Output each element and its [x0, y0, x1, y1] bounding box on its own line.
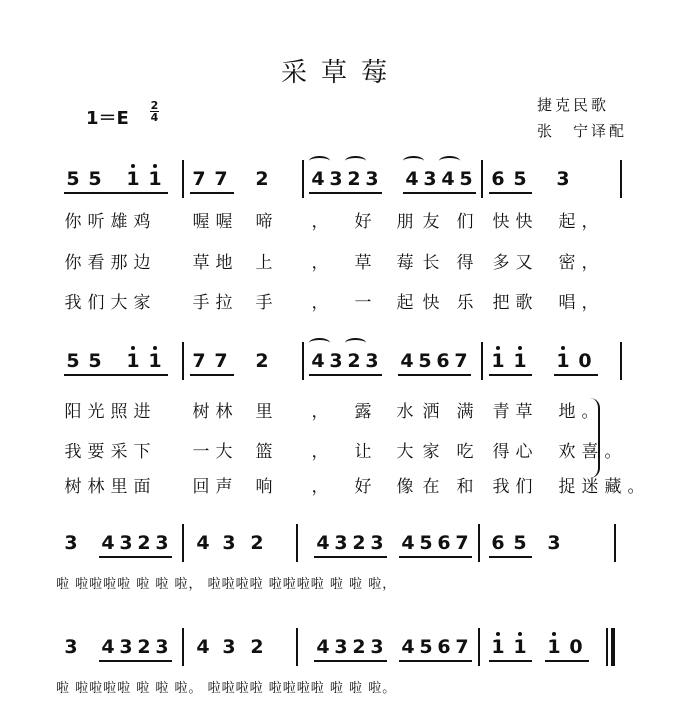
- beam: [314, 556, 387, 558]
- lyric-char: 光: [87, 402, 105, 422]
- note: 5: [419, 532, 433, 554]
- lyric-char: 手: [255, 293, 273, 313]
- lyric-char: 啼: [255, 212, 273, 232]
- lyric-char: 草: [354, 253, 372, 273]
- lyric-char: 迷: [581, 477, 599, 497]
- lyric-char: 水: [396, 402, 414, 422]
- note: 7: [192, 168, 206, 190]
- note: 4: [400, 350, 414, 372]
- octave-dot: [131, 164, 135, 168]
- lyric-char: 拉: [215, 293, 233, 313]
- note: 3: [365, 350, 379, 372]
- note: 1: [487, 636, 509, 658]
- lyric-char: 林: [87, 477, 105, 497]
- lyric-char: 进: [133, 402, 151, 422]
- slur: [345, 338, 366, 348]
- note: 0: [578, 350, 592, 372]
- note: 7: [455, 532, 469, 554]
- lyric-char: 起: [396, 293, 414, 313]
- repeat-brace: [590, 398, 600, 478]
- lyric-char: 大: [110, 293, 128, 313]
- beam: [489, 374, 532, 376]
- slur: [439, 156, 460, 166]
- beam: [190, 374, 234, 376]
- note: 2: [250, 636, 264, 658]
- note: 1: [144, 350, 166, 372]
- lyric-char: 们: [87, 293, 105, 313]
- octave-dot: [552, 632, 556, 636]
- beam: [545, 660, 589, 662]
- note: 6: [437, 636, 451, 658]
- note: 4: [196, 636, 210, 658]
- lyric-char: 歌: [515, 293, 533, 313]
- music-system-3: [0, 532, 682, 562]
- note: 3: [155, 636, 169, 658]
- lyric-line: 啦 啦啦啦啦 啦 啦 啦， 啦啦啦啦 啦啦啦啦 啦 啦 啦，: [56, 577, 397, 592]
- lyric-char: 捉: [558, 477, 576, 497]
- lyric-char: 我: [492, 477, 510, 497]
- note: 6: [491, 168, 505, 190]
- note: 2: [347, 168, 361, 190]
- note: 4: [101, 532, 115, 554]
- note: 1: [122, 168, 144, 190]
- lyric-char: 雄: [110, 212, 128, 232]
- lyric-char: 朋: [396, 212, 414, 232]
- lyric-char: 边: [133, 253, 151, 273]
- lyric-char: 快: [422, 293, 440, 313]
- octave-dot: [153, 346, 157, 350]
- key-signature: 1＝E: [86, 108, 129, 129]
- note: 2: [352, 532, 366, 554]
- lyric-char: 下: [133, 442, 151, 462]
- note: 3: [365, 168, 379, 190]
- lyric-char: ，: [581, 293, 599, 313]
- final-bar-line: [611, 628, 615, 666]
- lyric-char: 树: [192, 402, 210, 422]
- lyric-char: 密: [558, 253, 576, 273]
- lyric-char: 。: [627, 477, 645, 497]
- lyric-char: 树: [64, 477, 82, 497]
- note: 5: [418, 350, 432, 372]
- note: 4: [196, 532, 210, 554]
- lyric-char: 唱: [558, 293, 576, 313]
- lyric-char: 乐: [456, 293, 474, 313]
- bar-line: [481, 342, 483, 380]
- lyric-char: 满: [456, 402, 474, 422]
- lyric-char: 们: [515, 477, 533, 497]
- lyric-char: 露: [354, 402, 372, 422]
- bar-line: [606, 628, 608, 666]
- note: 6: [436, 350, 450, 372]
- lyric-char: 看: [87, 253, 105, 273]
- credit-translator: 张 宁译配: [537, 122, 628, 140]
- lyric-char: 喔: [215, 212, 233, 232]
- note: 3: [64, 636, 78, 658]
- note: 7: [192, 350, 206, 372]
- lyric-char: 篮: [255, 442, 273, 462]
- beam: [309, 192, 382, 194]
- lyric-char: 林: [215, 402, 233, 422]
- lyric-char: 面: [133, 477, 151, 497]
- lyric-char: 多: [492, 253, 510, 273]
- song-title: 采草莓: [280, 58, 401, 88]
- note: 1: [509, 636, 531, 658]
- octave-dot: [496, 346, 500, 350]
- lyric-char: 那: [110, 253, 128, 273]
- note: 2: [255, 350, 269, 372]
- note: 3: [556, 168, 570, 190]
- lyric-char: 大: [396, 442, 414, 462]
- note: 7: [214, 350, 228, 372]
- note: 1: [552, 350, 574, 372]
- lyric-char: ，: [311, 253, 329, 273]
- octave-dot: [518, 346, 522, 350]
- note: 4: [316, 636, 330, 658]
- lyric-char: 像: [396, 477, 414, 497]
- note: 2: [352, 636, 366, 658]
- lyric-char: 家: [133, 293, 151, 313]
- lyric-char: 们: [456, 212, 474, 232]
- beam: [314, 660, 387, 662]
- lyric-char: 家: [422, 442, 440, 462]
- music-system-1: [0, 168, 682, 198]
- note: 3: [370, 532, 384, 554]
- note: 4: [311, 168, 325, 190]
- lyric-char: ，: [311, 442, 329, 462]
- lyric-line: 啦 啦啦啦啦 啦 啦 啦。 啦啦啦啦 啦啦啦啦 啦 啦 啦。: [56, 681, 397, 696]
- note: 2: [255, 168, 269, 190]
- lyric-char: 要: [87, 442, 105, 462]
- note: 1: [543, 636, 565, 658]
- lyric-char: 快: [515, 212, 533, 232]
- beam: [398, 374, 471, 376]
- lyric-char: 好: [354, 477, 372, 497]
- lyric-char: 响: [255, 477, 273, 497]
- lyric-char: 声: [215, 477, 233, 497]
- note: 5: [419, 636, 433, 658]
- bar-line: [296, 524, 298, 562]
- lyric-char: 地: [215, 253, 233, 273]
- lyric-char: 里: [255, 402, 273, 422]
- lyric-char: 。: [604, 442, 622, 462]
- lyric-char: 地: [558, 402, 576, 422]
- note: 0: [569, 636, 583, 658]
- note: 7: [454, 350, 468, 372]
- lyric-char: 草: [192, 253, 210, 273]
- note: 4: [101, 636, 115, 658]
- time-sig-top: 2: [150, 99, 159, 112]
- octave-dot: [518, 632, 522, 636]
- beam: [309, 374, 382, 376]
- lyric-char: 得: [492, 442, 510, 462]
- note: 3: [119, 532, 133, 554]
- note: 1: [122, 350, 144, 372]
- lyric-char: 心: [515, 442, 533, 462]
- slur: [403, 156, 424, 166]
- lyric-char: 我: [64, 442, 82, 462]
- lyric-char: 长: [422, 253, 440, 273]
- lyric-char: 上: [255, 253, 273, 273]
- note: 2: [137, 532, 151, 554]
- beam: [64, 192, 168, 194]
- note: 4: [441, 168, 455, 190]
- beam: [399, 556, 472, 558]
- note: 3: [64, 532, 78, 554]
- bar-line: [478, 524, 480, 562]
- lyric-char: 采: [110, 442, 128, 462]
- lyric-char: 大: [215, 442, 233, 462]
- lyric-char: ，: [581, 212, 599, 232]
- note: 3: [155, 532, 169, 554]
- note: 4: [316, 532, 330, 554]
- bar-line: [481, 160, 483, 198]
- lyric-char: 快: [492, 212, 510, 232]
- lyric-char: 藏: [604, 477, 622, 497]
- lyric-char: 草: [515, 402, 533, 422]
- beam: [554, 374, 598, 376]
- lyric-char: 。: [581, 402, 599, 422]
- lyric-char: ，: [311, 293, 329, 313]
- beam: [399, 660, 472, 662]
- note: 1: [144, 168, 166, 190]
- lyric-char: 又: [515, 253, 533, 273]
- lyric-char: ，: [311, 477, 329, 497]
- lyric-char: 得: [456, 253, 474, 273]
- beam: [403, 192, 476, 194]
- note: 3: [547, 532, 561, 554]
- lyric-char: ，: [311, 402, 329, 422]
- lyric-char: 洒: [422, 402, 440, 422]
- beam: [489, 556, 532, 558]
- time-signature: [150, 100, 159, 123]
- note: 7: [214, 168, 228, 190]
- bar-line: [296, 628, 298, 666]
- note: 4: [311, 350, 325, 372]
- lyric-char: 和: [456, 477, 474, 497]
- bar-line: [182, 342, 184, 380]
- note: 7: [455, 636, 469, 658]
- octave-dot: [561, 346, 565, 350]
- lyric-char: 把: [492, 293, 510, 313]
- bar-line: [478, 628, 480, 666]
- beam: [489, 660, 532, 662]
- bar-line: [182, 628, 184, 666]
- note: 2: [250, 532, 264, 554]
- beam: [190, 192, 234, 194]
- note: 3: [222, 636, 236, 658]
- lyric-char: 手: [192, 293, 210, 313]
- lyric-char: 青: [492, 402, 510, 422]
- lyric-char: ，: [311, 212, 329, 232]
- note: 1: [509, 350, 531, 372]
- lyric-char: 你: [64, 212, 82, 232]
- lyric-char: 莓: [396, 253, 414, 273]
- lyric-char: 里: [110, 477, 128, 497]
- lyric-char: 回: [192, 477, 210, 497]
- lyric-char: 吃: [456, 442, 474, 462]
- bar-line: [182, 160, 184, 198]
- bar-line: [620, 342, 622, 380]
- note: 6: [491, 532, 505, 554]
- note: 5: [88, 168, 102, 190]
- lyric-char: 听: [87, 212, 105, 232]
- slur: [309, 338, 330, 348]
- bar-line: [614, 524, 616, 562]
- lyric-char: 喔: [192, 212, 210, 232]
- beam: [99, 660, 172, 662]
- time-sig-bottom: 4: [150, 111, 159, 124]
- lyric-char: 一: [192, 442, 210, 462]
- bar-line: [302, 160, 304, 198]
- note: 5: [513, 532, 527, 554]
- lyric-char: 一: [354, 293, 372, 313]
- slur: [345, 156, 366, 166]
- note: 1: [487, 350, 509, 372]
- note: 3: [334, 636, 348, 658]
- lyric-char: 让: [354, 442, 372, 462]
- lyric-char: 照: [110, 402, 128, 422]
- beam: [64, 374, 168, 376]
- note: 3: [370, 636, 384, 658]
- note: 3: [329, 350, 343, 372]
- credit-origin: 捷克民歌: [537, 96, 610, 114]
- note: 3: [334, 532, 348, 554]
- note: 5: [66, 168, 80, 190]
- lyric-char: 欢: [558, 442, 576, 462]
- note: 5: [459, 168, 473, 190]
- note: 5: [513, 168, 527, 190]
- lyric-char: 好: [354, 212, 372, 232]
- lyric-char: 在: [422, 477, 440, 497]
- octave-dot: [496, 632, 500, 636]
- note: 3: [222, 532, 236, 554]
- bar-line: [620, 160, 622, 198]
- lyric-char: 阳: [64, 402, 82, 422]
- beam: [489, 192, 532, 194]
- note: 5: [88, 350, 102, 372]
- lyric-char: 友: [422, 212, 440, 232]
- music-system-2: [0, 350, 682, 380]
- octave-dot: [153, 164, 157, 168]
- note: 5: [66, 350, 80, 372]
- note: 3: [329, 168, 343, 190]
- octave-dot: [131, 346, 135, 350]
- bar-line: [182, 524, 184, 562]
- music-system-4: [0, 636, 682, 666]
- lyric-char: 我: [64, 293, 82, 313]
- beam: [99, 556, 172, 558]
- slur: [309, 156, 330, 166]
- note: 6: [437, 532, 451, 554]
- note: 4: [401, 636, 415, 658]
- note: 4: [405, 168, 419, 190]
- note: 3: [423, 168, 437, 190]
- note: 2: [137, 636, 151, 658]
- lyric-char: ，: [581, 253, 599, 273]
- lyric-char: 鸡: [133, 212, 151, 232]
- note: 3: [119, 636, 133, 658]
- note: 4: [401, 532, 415, 554]
- lyric-char: 起: [558, 212, 576, 232]
- bar-line: [302, 342, 304, 380]
- lyric-char: 喜: [581, 442, 599, 462]
- lyric-char: 你: [64, 253, 82, 273]
- note: 2: [347, 350, 361, 372]
